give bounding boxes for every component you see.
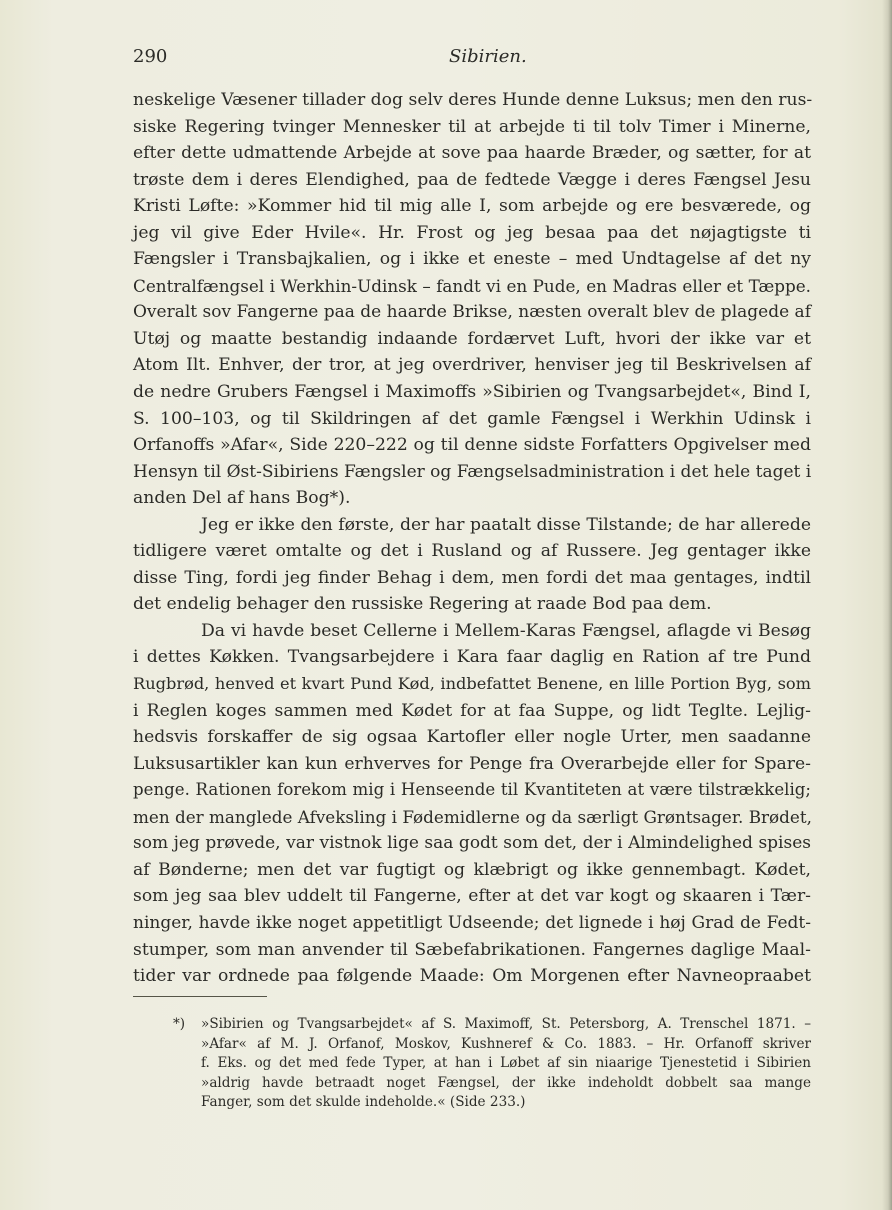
running-head: [133, 44, 811, 70]
body-text: [133, 87, 811, 990]
text-line: Luksusartikler kan kun erhverves for Penge fra Overarbejde eller for Spare-: [133, 753, 811, 774]
text-line: Jeg er ikke den første, der har paatalt disse Tilstande; de har allerede: [201, 514, 811, 535]
text-line: i dettes Køkken. Tvangsarbejdere i Kara faar daglig en Ration af tre Pund: [133, 647, 811, 668]
text-line: stumper, som man anvender til Sæbefabrikationen. Fangernes daglige Maal-: [133, 939, 811, 960]
page-edge-shadow: [882, 0, 892, 1210]
text-line: Kristi Løfte: »Kommer hid til mig alle I, som arbejde og ere besværede, og: [133, 196, 811, 217]
text-line: tider var ordnede paa følgende Maade: Om Morgenen efter Navneopraabet: [133, 966, 811, 987]
footnote-line: »Sibirien og Tvangsarbejdet« af S. Maximoff, St. Petersborg, A. Trenschel 1871. –: [201, 1016, 811, 1032]
text-line: i Reglen koges sammen med Kødet for at faa Suppe, og lidt Teglte. Lejlig-: [133, 700, 811, 721]
text-line: hedsvis forskaffer de sig ogsaa Kartofler eller nogle Urter, men saadanne: [133, 727, 811, 748]
text-line: neskelige Væsener tillader dog selv deres Hunde denne Luksus; men den rus-: [133, 90, 813, 110]
text-line: som jeg prøvede, var vistnok lige saa godt som det, der i Almindelighed spises: [133, 833, 811, 854]
text-line: S. 100–103, og til Skildringen af det gamle Fængsel i Werkhin Udinsk i: [133, 408, 811, 429]
text-line: de nedre Grubers Fængsel i Maximoffs »Sibirien og Tvangsarbejdet«, Bind I,: [133, 382, 811, 403]
text-line: tidligere været omtalte og det i Rusland og af Russere. Jeg gentager ikke: [133, 541, 811, 562]
text-line: Overalt sov Fangerne paa de haarde Brikse, næsten overalt blev de plagede af: [133, 302, 811, 323]
running-title: Sibirien.: [449, 46, 527, 67]
footnote-line: f. Eks. og det med fede Typer, at han i Løbet af sin niaarige Tjenestetid i Sibirien: [201, 1055, 811, 1072]
text-line: Rugbrød, henved et kvart Pund Kød, indbefattet Benene, en lille Portion Byg, som: [133, 674, 811, 694]
text-line: Atom Ilt. Enhver, der tror, at jeg overdriver, henviser jeg til Beskrivelsen af: [133, 355, 811, 376]
text-line: ninger, havde ikke noget appetitligt Udseende; det lignede i høj Grad de Fedt-: [133, 912, 811, 933]
text-line: anden Del af hans Bog*).: [133, 488, 351, 509]
text-line: af Bønderne; men det var fugtigt og klæbrigt og ikke gennembagt. Kødet,: [133, 859, 811, 880]
text-line: som jeg saa blev uddelt til Fangerne, efter at det var kogt og skaaren i Tær-: [133, 886, 811, 907]
text-line: disse Ting, fordi jeg finder Behag i dem, men fordi det maa gentages, indtil: [133, 567, 811, 588]
footnote-marker: *): [173, 1016, 186, 1032]
footnote-line: »aldrig havde betraadt noget Fængsel, der ikke indeholdt dobbelt saa mange: [201, 1074, 811, 1091]
page-number: 290: [133, 46, 168, 67]
text-line: Centralfængsel i Werkhin-Udinsk – fandt vi en Pude, en Madras eller et Tæppe.: [133, 275, 811, 296]
text-line: jeg vil give Eder Hvile«. Hr. Frost og jeg besaa paa det nøjagtigste ti: [133, 222, 811, 243]
footnote-rule: [133, 996, 267, 997]
text-line: penge. Rationen forekom mig i Henseende til Kvantiteten at være tilstrækkelig;: [133, 780, 811, 800]
footnote: [175, 1015, 811, 1113]
text-line: det endelig behager den russiske Regering at raade Bod paa dem.: [133, 594, 712, 615]
text-line: Hensyn til Øst-Sibiriens Fængsler og Fængselsadministration i det hele taget i: [133, 461, 812, 482]
text-line: men der manglede Afveksling i Fødemidlerne og da særligt Grøntsager. Brødet,: [133, 806, 812, 827]
text-line: Orfanoffs »Afar«, Side 220–222 og til denne sidste Forfatters Opgivelser med: [133, 435, 811, 456]
text-line: siske Regering tvinger Mennesker til at arbejde ti til tolv Timer i Minerne,: [133, 116, 811, 137]
text-line: Da vi havde beset Cellerne i Mellem-Karas Fængsel, aflagde vi Besøg: [201, 620, 811, 641]
footnote-line: »Afar« af M. J. Orfanof, Moskov, Kushneref & Co. 1883. – Hr. Orfanoff skriver: [201, 1035, 811, 1052]
text-line: Fængsler i Transbajkalien, og i ikke et eneste – med Undtagelse af det ny: [133, 249, 811, 270]
text-line: efter dette udmattende Arbejde at sove paa haarde Bræder, og sætter, for at: [133, 143, 811, 164]
footnote-line: Fanger, som det skulde indeholde.« (Side 233.): [201, 1094, 526, 1111]
text-line: trøste dem i deres Elendighed, paa de fedtede Vægge i deres Fængsel Jesu: [133, 169, 811, 190]
text-line: Utøj og maatte bestandig indaande fordærvet Luft, hvori der ikke var et: [133, 328, 811, 349]
footnote-body: [175, 1015, 811, 1113]
